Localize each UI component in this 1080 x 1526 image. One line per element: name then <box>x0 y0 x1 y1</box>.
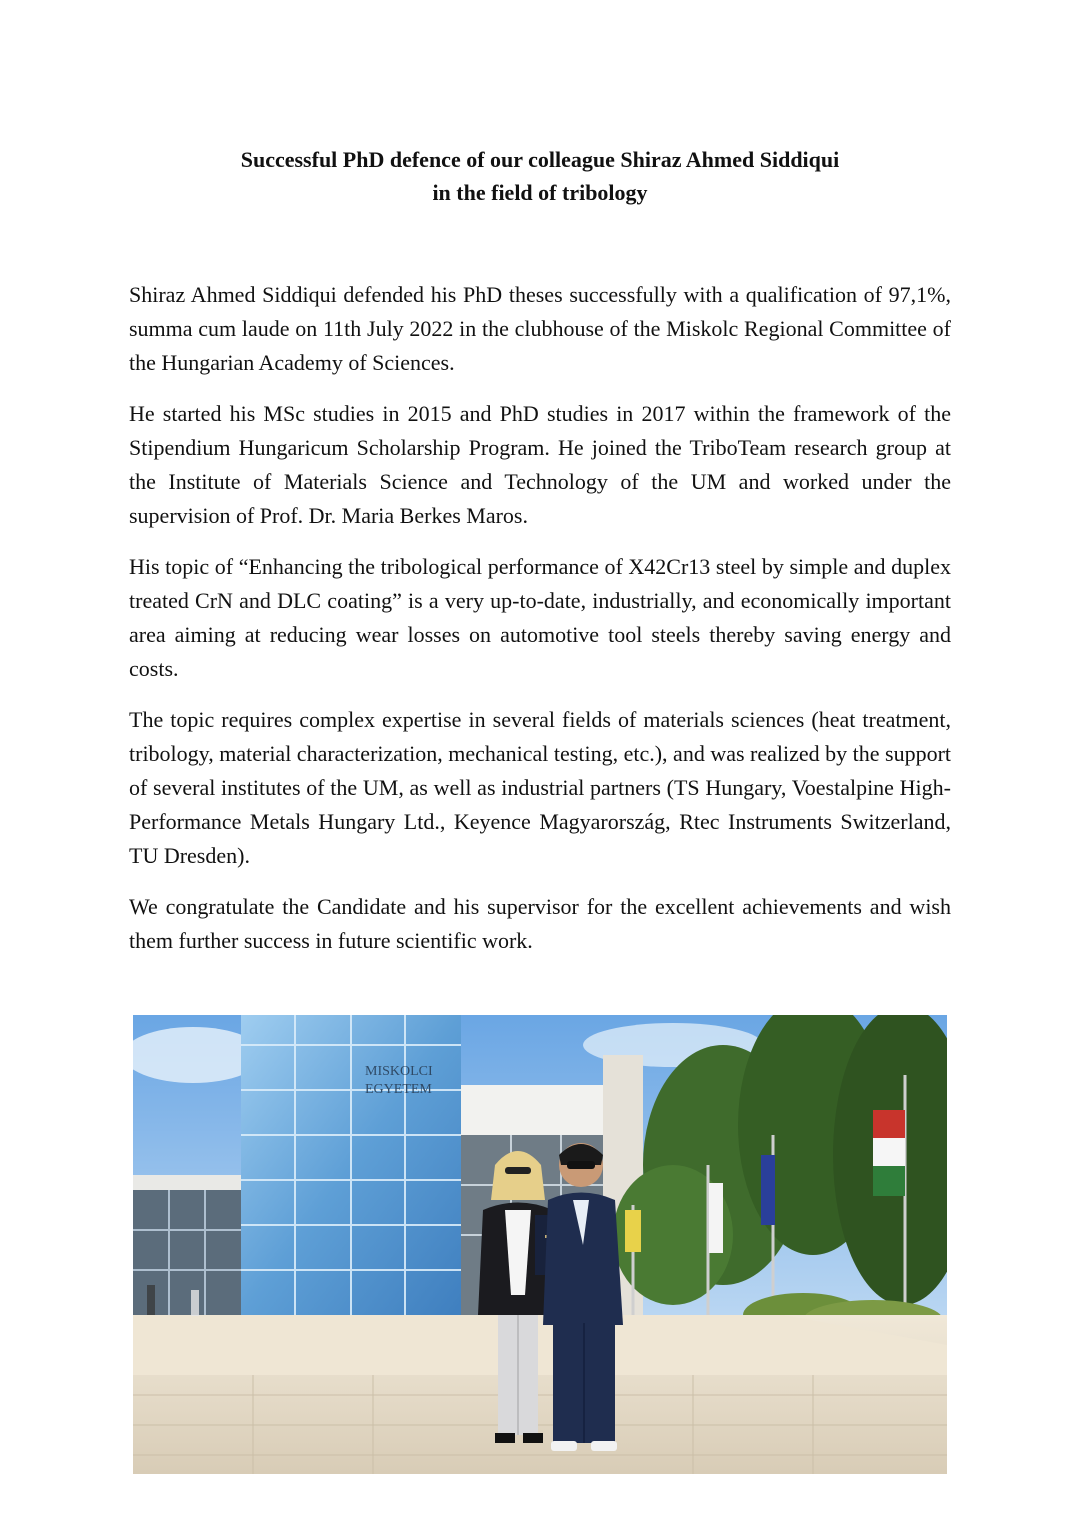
paragraph-defence: Shiraz Ahmed Siddiqui defended his PhD theses successfully with a qualification of 97,1%, summa cum laude on 11th July 2022 in the clubhouse of the Miskolc Regional Committee of the Hungarian Academy of Sciences. <box>129 282 951 375</box>
sign-line-1: MISKOLCI <box>365 1064 433 1079</box>
photo-illustration <box>133 1015 947 1474</box>
ceremony-photo <box>133 1015 947 1474</box>
flag-hungary <box>873 1110 905 1196</box>
paragraph-topic: His topic of “Enhancing the tribological performance of X42Cr13 steel by simple and duplex treated CrN and DLC coating” is a very up-to-date, industrially, and economically important area aiming at reducing wear losses on automotive tool steels thereby saving energy and costs. <box>129 554 951 681</box>
title-line-2: in the field of tribology <box>432 180 648 205</box>
paragraph-congratulations: We congratulate the Candidate and his supervisor for the excellent achievements and wish them further success in future scientific work. <box>129 894 951 953</box>
title-line-1: Successful PhD defence of our colleague Shiraz Ahmed Siddiqui <box>240 147 840 172</box>
flag-eu <box>761 1155 775 1225</box>
paragraph-expertise: The topic requires complex expertise in several fields of materials sciences (heat treatment, tribology, material characterization, mechanical testing, etc.), and was realized by the support of several institutes of the UM, as well as industrial partners (TS Hungary, Voestalpine High-Performance Metals Hungary Ltd., Keyence Magyarország, Rtec Instruments Switzerland, TU Dresden). <box>129 707 952 868</box>
paragraph-studies: He started his MSc studies in 2015 and PhD studies in 2017 within the framework of the Stipendium Hungaricum Scholarship Program. He joined the TriboTeam research group at the Institute of Materials Science and Technology of the UM and worked under the supervision of Prof. Dr. Maria Berkes Maros. <box>129 401 951 528</box>
sign-line-2: EGYETEM <box>365 1082 432 1097</box>
article-body <box>129 278 951 975</box>
page-title <box>130 143 950 209</box>
flag-white <box>709 1183 723 1253</box>
flag-yellow <box>625 1210 641 1252</box>
